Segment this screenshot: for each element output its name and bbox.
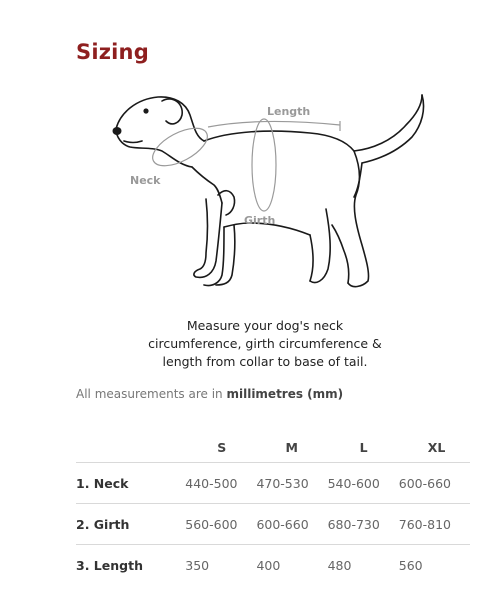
table-row [76,463,470,504]
table-cell: 350 [185,545,256,586]
units-prefix: All measurements are in [76,387,223,401]
table-cell: 400 [256,545,327,586]
instructions-line-3: length from collar to base of tail. [162,354,368,369]
table-header-l: L [359,439,368,455]
page-title: Sizing [76,40,149,64]
instructions-line-2: circumference, girth circumference & [148,336,382,351]
table-cell: 560 [399,545,470,586]
table-row [76,504,470,545]
table-cell: 680-730 [328,504,399,545]
diagram-label-length: Length [267,105,311,118]
table-cell: 760-810 [399,504,470,545]
table-cell: 600-660 [256,504,327,545]
dog-measurement-diagram [100,85,430,295]
table-cell: 480 [328,545,399,586]
units-value: millimetres (mm) [226,387,344,401]
size-table [76,432,470,585]
table-header-xl: XL [427,439,446,455]
table-row [76,545,470,586]
measurement-instructions [120,317,410,371]
row-label-length: 3. Length [76,545,185,586]
diagram-label-neck: Neck [130,174,161,187]
table-cell: 540-600 [328,463,399,504]
units-note [76,387,343,401]
dog-eye [143,108,148,113]
table-header-s: S [217,439,227,455]
instructions-line-1: Measure your dog's neck [186,318,344,333]
table-cell: 600-660 [399,463,470,504]
table-cell: 470-530 [256,463,327,504]
row-label-neck: 1. Neck [76,463,185,504]
diagram-label-girth: Girth [244,214,276,227]
table-header-blank [76,432,185,463]
table-cell: 560-600 [185,504,256,545]
table-header-row [76,432,470,463]
dog-nose [113,127,122,135]
table-cell: 440-500 [185,463,256,504]
table-header-m: M [285,439,298,455]
row-label-girth: 2. Girth [76,504,185,545]
